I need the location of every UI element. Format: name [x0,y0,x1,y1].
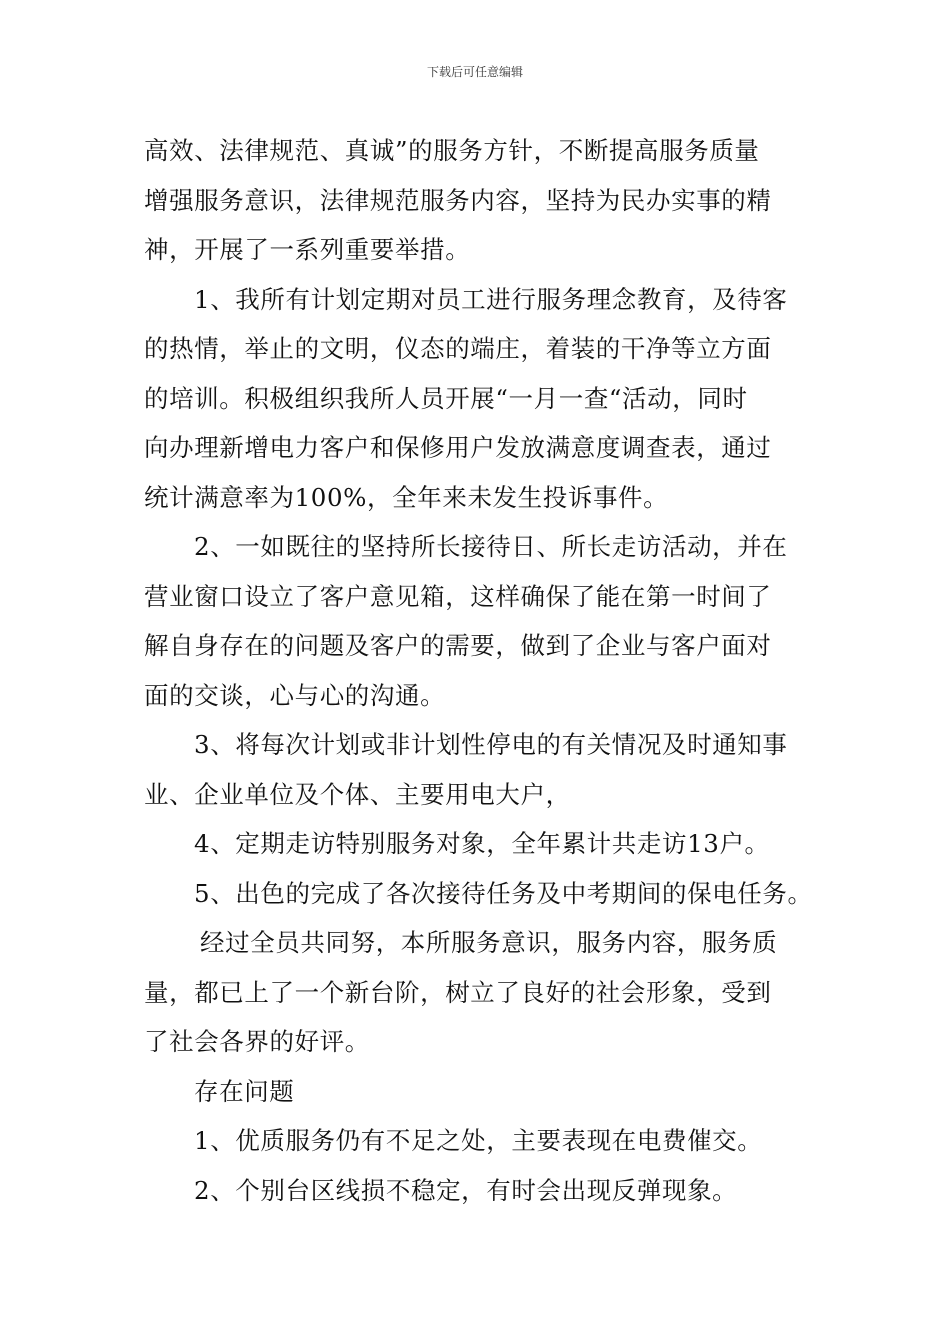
paragraph-line: 解自身存在的问题及客户的需要，做到了企业与客户面对 [144,631,772,660]
paragraph-line: 统计满意率为100%，全年来未发生投诉事件。 [144,482,669,512]
paragraph-item-2 [144,522,812,720]
paragraph-service-policy [144,126,812,275]
paragraph-line: 1、优质服务仍有不足之处，主要表现在电费催交。 [194,1126,763,1155]
paragraph-summary [144,918,812,1067]
paragraph-line: 神，开展了一系列重要举措。 [144,235,471,264]
paragraph-item-4 [144,819,812,869]
paragraph-item-3 [144,720,812,819]
paragraph-line: 2、一如既往的坚持所长接待日、所长走访活动，并在 [194,532,788,561]
problem-item-2 [144,1166,812,1216]
paragraph-line: 3、将每次计划或非计划性停电的有关情况及时通知事 [194,730,788,759]
paragraph-line: 面的交谈，心与心的沟通。 [144,680,446,710]
paragraph-item-1 [144,275,812,523]
paragraph-line: 的培训。积极组织我所人员开展“一月一查“活动，同时 [144,383,748,413]
paragraph-line: 4、定期走访特别服务对象，全年累计共走访13户。 [194,829,770,858]
section-heading-problems [144,1067,812,1117]
paragraph-item-5 [144,869,812,919]
paragraph-line: 经过全员共同努，本所服务意识，服务内容，服务质 [200,928,778,957]
paragraph-line: 向办理新增电力客户和保修用户发放满意度调查表，通过 [144,433,772,462]
paragraph-line: 5、出色的完成了各次接待任务及中考期间的保电任务。 [194,878,813,908]
paragraph-line: 营业窗口设立了客户意见箱，这样确保了能在第一时间了 [144,581,772,611]
section-heading: 存在问题 [194,1076,295,1106]
problem-item-1 [144,1116,812,1166]
paragraph-line: 了社会各界的好评。 [144,1027,370,1056]
paragraph-line: 1、我所有计划定期对员工进行服务理念教育，及待客 [194,284,788,314]
page-header: 下载后可任意编辑 [426,65,523,79]
paragraph-line: 2、个别台区线损不稳定，有时会出现反弹现象。 [194,1175,738,1205]
paragraph-line: 的热情，举止的文明，仪态的端庄，着装的干净等立方面 [144,334,772,363]
paragraph-line: 业、企业单位及个体、主要用电大户， [144,779,571,809]
paragraph-line: 量，都已上了一个新台阶，树立了良好的社会形象，受到 [144,977,772,1007]
paragraph-line: 高效、法律规范、真诚”的服务方针，不断提高服务质量 [144,136,760,165]
document-body [144,126,812,1215]
paragraph-line: 增强服务意识，法律规范服务内容，坚持为民办实事的精 [144,185,772,215]
